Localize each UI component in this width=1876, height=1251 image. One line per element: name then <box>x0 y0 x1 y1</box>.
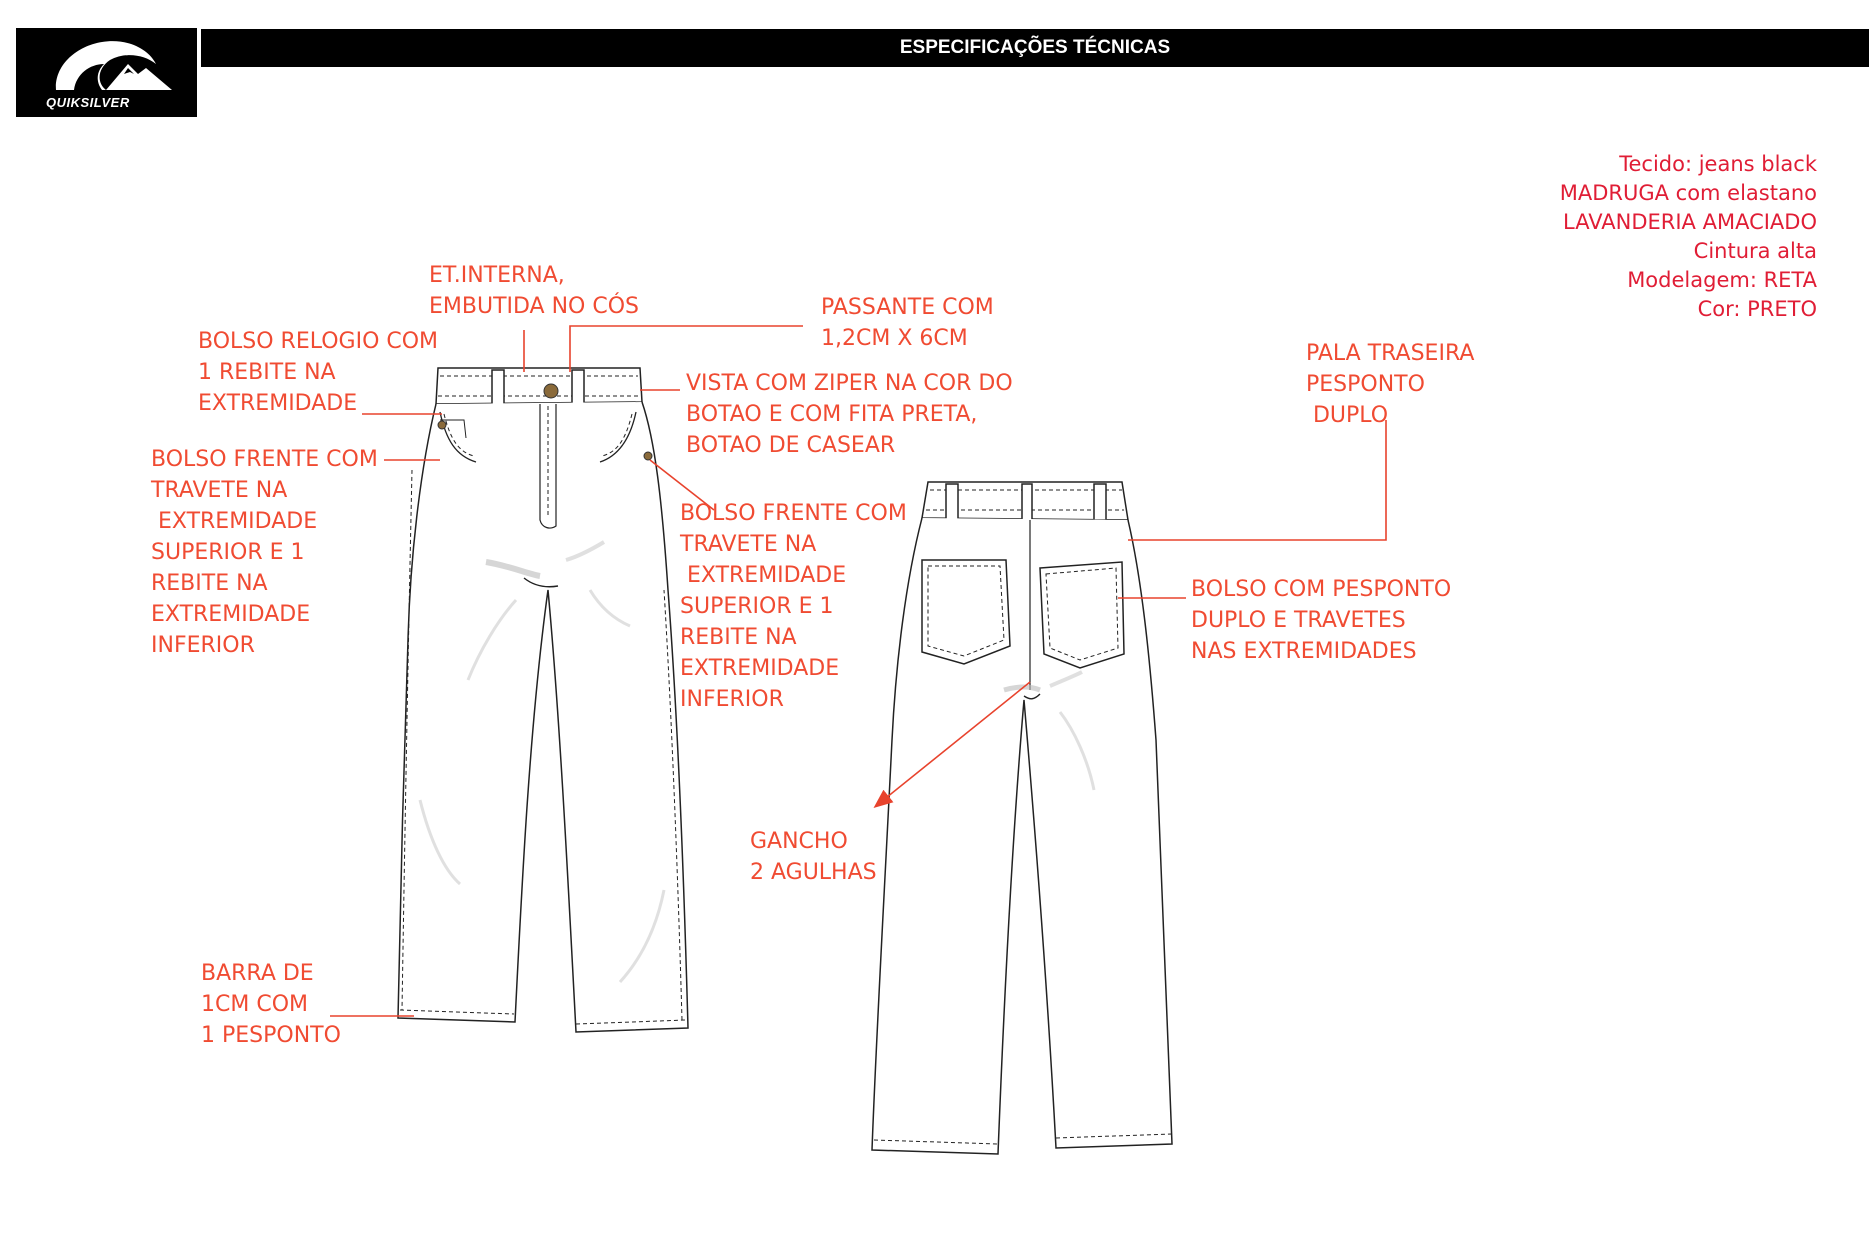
spec-line: Tecido: jeans black <box>1619 152 1817 176</box>
button-icon <box>544 384 558 398</box>
callout-passante: PASSANTE COM 1,2CM X 6CM <box>821 295 994 351</box>
callout-vista: VISTA COM ZIPER NA COR DO BOTAO E COM FITA PRETA, BOTAO DE CASEAR <box>686 371 1013 458</box>
rivet-icon <box>438 421 446 429</box>
spec-line: Cintura alta <box>1693 239 1817 263</box>
callout-et-interna: ET.INTERNA, EMBUTIDA NO CÓS <box>429 263 640 319</box>
callout-barra: BARRA DE 1CM COM 1 PESPONTO <box>201 961 341 1048</box>
spec-line: LAVANDERIA AMACIADO <box>1563 210 1817 234</box>
spec-line: Cor: PRETO <box>1697 297 1817 321</box>
callout-bolso-frente-right: BOLSO FRENTE COM TRAVETE NA EXTREMIDADE SUPERIOR E 1 REBITE NA EXTREMIDADE INFERIOR <box>680 501 907 712</box>
rivet-icon <box>644 452 652 460</box>
spec-line: MADRUGA com elastano <box>1559 181 1817 205</box>
front-pants-drawing <box>398 368 688 1032</box>
page-title: ESPECIFICAÇÕES TÉCNICAS <box>899 37 1171 58</box>
back-pants-drawing <box>872 482 1172 1154</box>
callout-pala-traseira: PALA TRASEIRA PESPONTO DUPLO <box>1306 341 1475 428</box>
logo-wordmark: QUIKSILVER <box>46 95 130 110</box>
callout-bolso-pesponto: BOLSO COM PESPONTO DUPLO E TRAVETES NAS EXTREMIDADES <box>1191 577 1452 664</box>
spec-line: Modelagem: RETA <box>1627 268 1817 292</box>
callout-bolso-frente-left: BOLSO FRENTE COM TRAVETE NA EXTREMIDADE SUPERIOR E 1 REBITE NA EXTREMIDADE INFERIOR <box>151 447 378 658</box>
callout-gancho: GANCHO 2 AGULHAS <box>750 829 877 885</box>
callout-bolso-relogio: BOLSO RELOGIO COM 1 REBITE NA EXTREMIDADE <box>198 329 439 416</box>
